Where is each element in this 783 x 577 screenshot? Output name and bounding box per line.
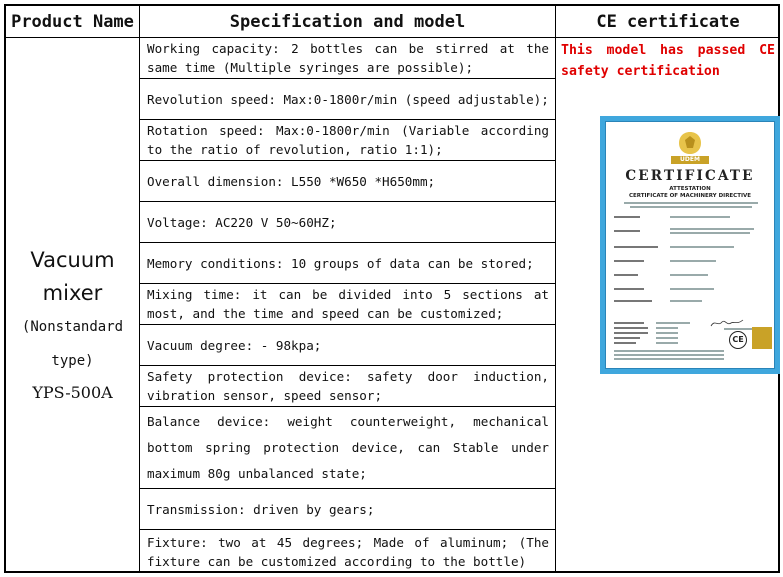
spec-row <box>140 202 555 243</box>
certificate-title: CERTIFICATE <box>625 168 755 184</box>
certificate-field-value <box>656 322 690 324</box>
spec-text: Working capacity: 2 bottles can be stirred at the same time (Multiple syringes are possible); <box>147 41 549 75</box>
certificate-attestation: ATTESTATION <box>669 186 711 192</box>
header-product-name: Product Name <box>6 6 140 38</box>
ce-certificate-column <box>556 38 780 573</box>
spec-row <box>140 530 555 573</box>
spec-text: Fixture: two at 45 degrees; Made of aluminum; (The fixture can be customized according to the bottle) <box>147 534 549 569</box>
certificate-field-value <box>670 228 754 230</box>
ce-statement: This model has passed CE safety certification <box>561 43 775 79</box>
spec-row <box>140 407 555 489</box>
certificate-text-line <box>614 350 724 352</box>
header-specification: Specification and model <box>140 6 556 38</box>
spec-row <box>140 489 555 530</box>
certificate-field-value <box>656 342 678 344</box>
spec-row <box>140 161 555 202</box>
certificate-field-label <box>614 322 644 324</box>
header-ce-certificate: CE certificate <box>556 6 780 38</box>
certificate-field-value <box>670 216 730 218</box>
certificate-field-label <box>614 332 648 334</box>
spec-text: Transmission: driven by gears; <box>147 501 375 517</box>
spec-table <box>4 4 780 573</box>
spec-text: Overall dimension: L550 *W650 *H650mm; <box>147 173 436 189</box>
spec-row <box>140 284 555 325</box>
spec-text: Vacuum degree: - 98kpa; <box>147 337 322 353</box>
product-type-line2: type) <box>51 352 94 369</box>
certificate-field-label <box>614 288 644 290</box>
product-name-line2: mixer <box>42 280 103 305</box>
spec-text: Voltage: AC220 V 50~60HZ; <box>147 214 337 230</box>
certificate-subtitle: CERTIFICATE OF MACHINERY DIRECTIVE <box>628 193 752 199</box>
certificate-field-label <box>614 260 644 262</box>
certificate-field-label <box>614 246 658 248</box>
certificate-field-value <box>670 246 734 248</box>
certificate-field-label <box>614 300 652 302</box>
certificate-field-value <box>656 327 678 329</box>
certificate-field-label <box>614 342 636 344</box>
spec-text: Safety protection device: safety door induction, vibration sensor, speed sensor; <box>147 369 549 403</box>
product-name-line1: Vacuum <box>30 247 115 272</box>
certificate-field-label <box>614 327 648 329</box>
spec-text: Revolution speed: Max:0-1800r/min (speed adjustable); <box>147 91 549 107</box>
product-model: YPS-500A <box>32 382 113 402</box>
certificate-text-line <box>614 358 724 360</box>
certificate-paper <box>605 121 775 369</box>
certificate-field-label <box>614 274 638 276</box>
lion-logo-icon <box>675 130 705 156</box>
spec-text: Rotation speed: Max:0-1800r/min (Variable according to the ratio of revolution, ratio 1:1); <box>147 123 549 157</box>
signature-icon <box>710 318 744 328</box>
product-name-cell <box>6 38 140 573</box>
certificate-logo-text: UDEM <box>671 156 709 164</box>
certificate-field-label <box>614 337 640 339</box>
spec-row <box>140 120 555 161</box>
product-type-line1: (Nonstandard <box>21 318 124 335</box>
spec-row <box>140 38 555 79</box>
ce-certificate-image <box>600 116 780 374</box>
certificate-text-line <box>614 354 724 356</box>
certificate-field-value <box>670 274 708 276</box>
certificate-field-value <box>670 232 750 234</box>
certificate-field-value <box>670 260 716 262</box>
spec-row <box>140 366 555 407</box>
certificate-field-label <box>614 230 640 232</box>
certificate-text-line <box>630 206 752 208</box>
specification-column <box>140 38 556 573</box>
spec-text: Balance device: weight counterweight, mechanical bottom spring protection device, can Stable under maximum 80g unbalanced state; <box>147 413 549 481</box>
certificate-field-value <box>670 300 702 302</box>
certificate-text-line <box>624 202 758 204</box>
spec-row <box>140 243 555 284</box>
spec-row <box>140 325 555 366</box>
spec-row <box>140 79 555 120</box>
certificate-field-value <box>656 337 678 339</box>
ce-mark-icon: CE <box>729 331 747 349</box>
spec-text: Memory conditions: 10 groups of data can be stored; <box>147 255 534 271</box>
certificate-field-label <box>614 216 640 218</box>
spec-text: Mixing time: it can be divided into 5 sections at most, and the time and speed can be customized; <box>147 287 549 321</box>
certificate-field-value <box>670 288 714 290</box>
certificate-field-value <box>656 332 678 334</box>
udem-seal-icon <box>752 327 772 349</box>
